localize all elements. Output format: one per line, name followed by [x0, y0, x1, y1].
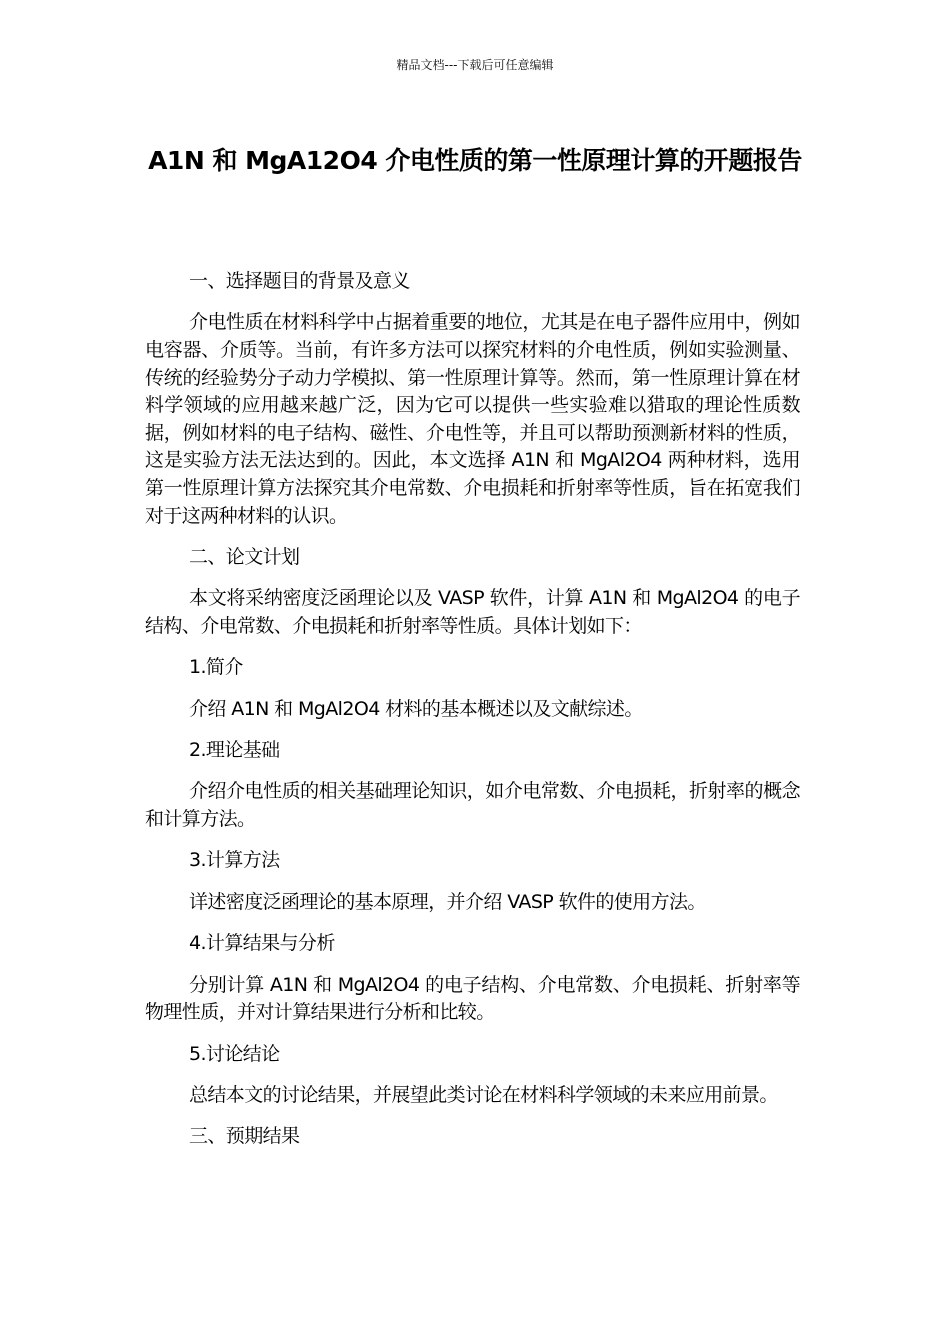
- item-heading-method: 3.计算方法: [189, 849, 280, 872]
- item-heading-introduction: 1.简介: [189, 656, 243, 679]
- paragraph-introduction: 介绍 A1N 和 MgAl2O4 材料的基本概述以及文献综述。: [189, 697, 643, 720]
- paragraph-gap: [145, 916, 800, 930]
- paragraph-results: 分别计算 A1N 和 MgAl2O4 的电子结构、介电常数、介电损耗、折射率等物理性质，并对计算结果进行分析和比较。: [145, 973, 800, 1024]
- paragraph-discussion: 总结本文的讨论结果，并展望此类讨论在材料科学领域的未来应用前景。: [189, 1084, 778, 1107]
- paragraph-gap: [145, 1110, 800, 1124]
- section-heading-background: 一、选择题目的背景及意义: [189, 270, 410, 292]
- item-heading-discussion: 5.讨论结论: [189, 1042, 280, 1065]
- paragraph-gap: [145, 1027, 800, 1041]
- page-header-note: 精品文档---下载后可任意编辑: [396, 58, 554, 72]
- item-heading-theory: 2.理论基础: [189, 739, 280, 762]
- section-heading-plan: 二、论文计划: [189, 545, 300, 568]
- paragraph-background: 介电性质在材料科学中占据着重要的地位，尤其是在电子器件应用中，例如电容器、介质等。当前，有许多方法可以探究材料的介电性质，例如实验测量、传统的经验势分子动力学模拟、第一性原理计算等。然而，第一性原理计算在材料学领域的应用越来越广泛，因为它可以提供一些实验难以猎取的理论性质数据，例如材料的电子结构、磁性、介电性等，并且可以帮助预测新材料的性质，这是实验方法无法达到的。因此，本文选择 A1N 和 MgAl2O4 两种材料，选用第一性原理计算方法探究其介电常数、介电损耗和折射率等性质，旨在拓宽我们对于这两种材料的认识。: [145, 311, 800, 527]
- paragraph-theory: 介绍介电性质的相关基础理论知识，如介电常数、介电损耗，折射率的概念和计算方法。: [145, 780, 800, 831]
- item-heading-results: 4.计算结果与分析: [189, 932, 335, 955]
- paragraph-method: 详述密度泛函理论的基本原理，并介绍 VASP 软件的使用方法。: [189, 890, 706, 913]
- paragraph-gap: [145, 1068, 800, 1082]
- paragraph-gap: [145, 682, 800, 696]
- document-body: [145, 268, 800, 1151]
- paragraph-plan: 本文将采纳密度泛函理论以及 VASP 软件，计算 A1N 和 MgAl2O4 的电子结构、介电常数、介电损耗和折射率等性质。具体计划如下：: [145, 587, 800, 637]
- paragraph-gap: [145, 958, 800, 972]
- paragraph-gap: [145, 875, 800, 889]
- paragraph-gap: [145, 765, 800, 779]
- section-heading-expected-results: 三、预期结果: [189, 1125, 300, 1148]
- paragraph-gap: [145, 641, 800, 655]
- document-title: A1N 和 MgA12O4 介电性质的第一性原理计算的开题报告: [148, 146, 802, 175]
- paragraph-gap: [145, 296, 800, 310]
- paragraph-gap: [145, 834, 800, 848]
- paragraph-gap: [145, 572, 800, 586]
- paragraph-gap: [145, 723, 800, 737]
- paragraph-gap: [145, 530, 800, 544]
